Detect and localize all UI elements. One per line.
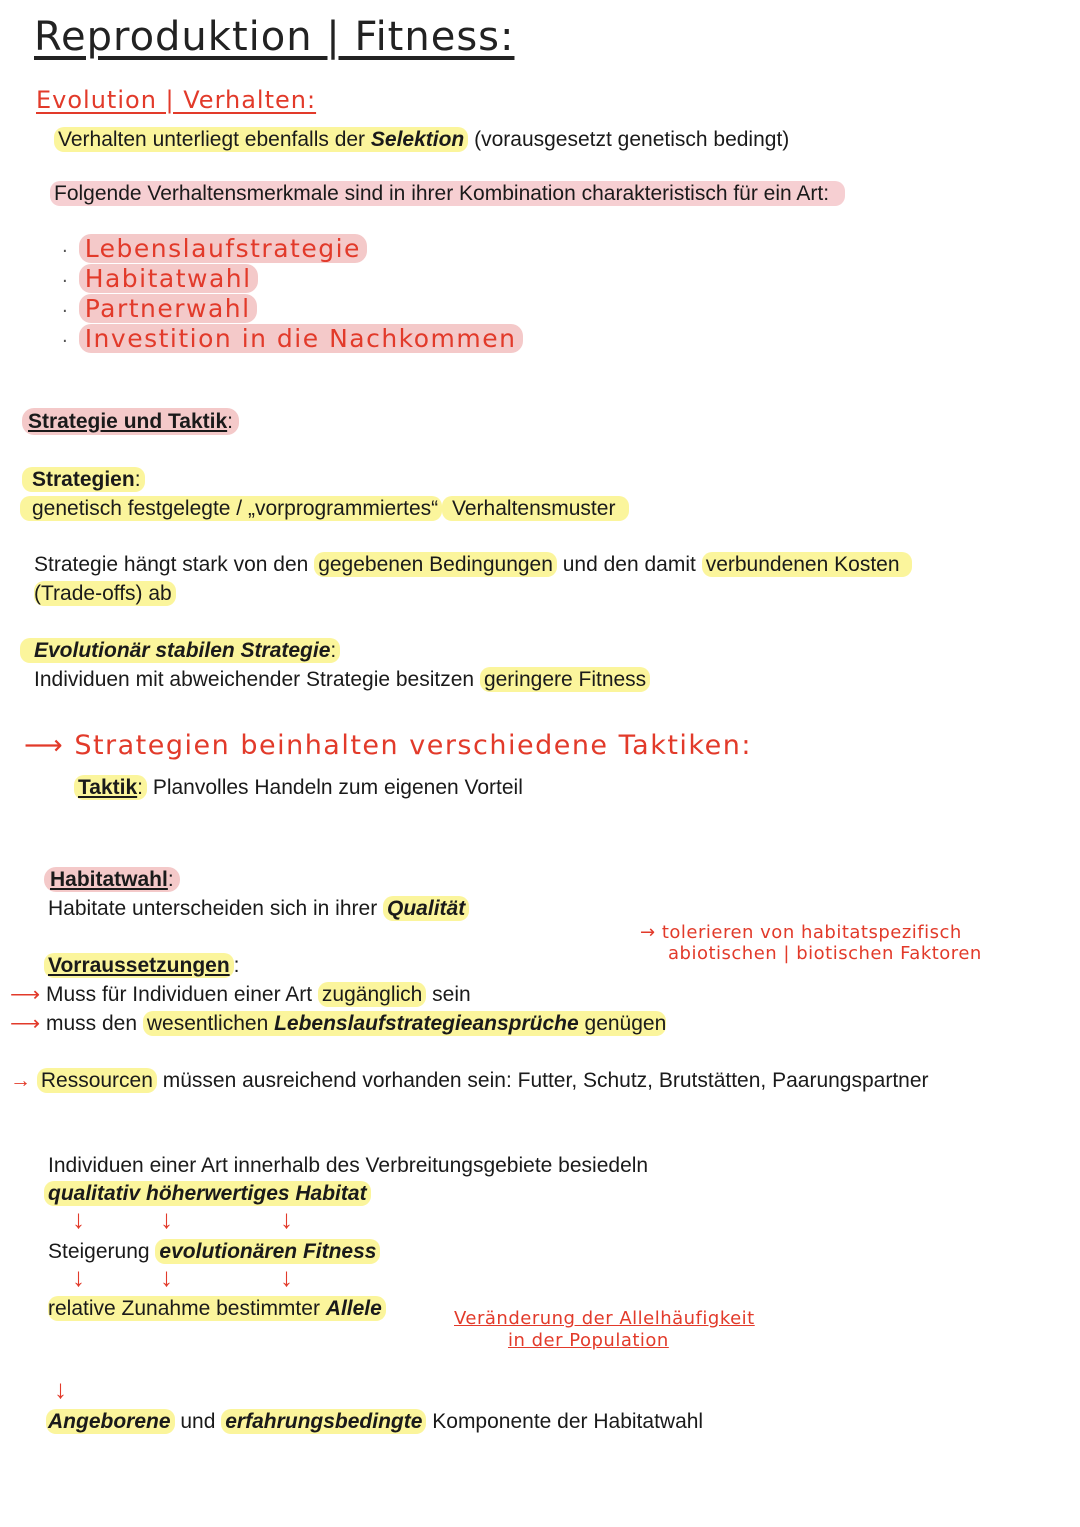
- habitat-heading-text: Habitatwahl: [50, 868, 168, 891]
- ess-text: [34, 667, 650, 693]
- strategies-desc-b: Verhaltensmuster: [442, 496, 629, 521]
- page-title: Reproduktion | Fitness:: [34, 14, 515, 60]
- trait-item: · Lebenslaufstrategie: [62, 234, 367, 263]
- final-b2: erfahrungsbedingte: [225, 1410, 423, 1433]
- req-item: [10, 1068, 929, 1094]
- selection-post: (vorausgesetzt genetisch bedingt): [468, 128, 790, 151]
- arrow-down-icon: ↓: [280, 1262, 293, 1292]
- arrow-down-icon: ↓: [54, 1374, 67, 1404]
- ess-heading-text: Evolutionär stabilen Strategie: [34, 639, 331, 662]
- tactic-label: Taktik: [78, 776, 138, 799]
- req-heading-text: Vorraussetzungen: [48, 954, 230, 977]
- strategy-heading: Strategie und Taktik:: [22, 409, 239, 435]
- habitat-text-bold: Qualität: [387, 897, 466, 920]
- req3-post: müssen ausreichend vorhanden sein: Futter, Schutz, Brutstätten, Paarungspartner: [156, 1069, 929, 1092]
- trait-label: Investition in die Nachkommen: [79, 324, 523, 353]
- final-mid: und: [174, 1410, 222, 1433]
- arrow-down-icon: ↓: [280, 1204, 293, 1234]
- cond-hl2: verbundenen Kosten: [702, 552, 912, 577]
- arrow-down-icon: ↓: [160, 1204, 173, 1234]
- strategies-heading-text: Strategien: [32, 468, 135, 491]
- selection-pre: Verhalten unterliegt ebenfalls der: [58, 128, 371, 151]
- req3-hl: Ressourcen: [37, 1068, 157, 1093]
- strategy-conditions: [34, 552, 912, 578]
- chain-line1: Individuen einer Art innerhalb des Verbreitungsgebiete besiedeln: [48, 1154, 649, 1177]
- tactics-note-text: Strategien beinhalten verschiedene Taktiken:: [74, 730, 752, 761]
- req2-hl: wesentlichen: [146, 1012, 275, 1035]
- habitat-heading: Habitatwahl:: [44, 867, 180, 893]
- selection-bold: Selektion: [370, 128, 465, 151]
- final-post: Komponente der Habitatwahl: [426, 1410, 704, 1433]
- habitat-side-note-2: abiotischen | biotischen Faktoren: [668, 943, 982, 964]
- trait-item: · Investition in die Nachkommen: [62, 324, 523, 353]
- req-item: [10, 1011, 666, 1037]
- strategies-desc-a: genetisch festgelegte / „vorprogrammiertes“: [20, 496, 442, 521]
- cond-hl1: gegebenen Bedingungen: [314, 552, 557, 577]
- chain-final: [46, 1409, 703, 1435]
- req1-post: sein: [426, 983, 471, 1006]
- chain-line2: [44, 1181, 371, 1207]
- arrow-down-icon: ↓: [72, 1262, 85, 1292]
- req-heading: Vorraussetzungen :: [44, 953, 240, 979]
- strategy-heading-text: Strategie und Taktik: [28, 410, 228, 433]
- ess-pre: Individuen mit abweichender Strategie besitzen: [34, 668, 480, 691]
- arrow-right-icon: ⟶: [10, 983, 41, 1006]
- trait-label: Habitatwahl: [79, 264, 258, 293]
- chain-line2-text: qualitativ höherwertiges Habitat: [48, 1182, 367, 1205]
- trait-item: · Partnerwahl: [62, 294, 257, 323]
- chain-line4-bold: Allele: [325, 1297, 382, 1320]
- arrow-down-icon: ↓: [72, 1204, 85, 1234]
- req2-post: genügen: [578, 1012, 667, 1035]
- chain-note-2: in der Population: [508, 1330, 669, 1351]
- arrow-right-icon: ⟶: [24, 730, 65, 761]
- tactic-line: Taktik: Planvolles Handeln zum eigenen Vorteil: [74, 775, 523, 801]
- arrow-right-icon: →: [10, 1069, 31, 1092]
- chain-line4-pre: relative Zunahme bestimmter: [48, 1297, 326, 1320]
- characteristic-text: Folgende Verhaltensmerkmale sind in ihrer Kombination charakteristisch für ein Art:: [50, 181, 845, 206]
- tactic-text: Planvolles Handeln zum eigenen Vorteil: [146, 776, 523, 799]
- trait-label: Lebenslaufstrategie: [79, 234, 367, 263]
- selection-line: [54, 127, 789, 153]
- evolution-heading: Evolution | Verhalten:: [36, 86, 317, 114]
- habitat-text-pre: Habitate unterscheiden sich in ihrer: [48, 897, 384, 920]
- chain-line4: [48, 1296, 386, 1322]
- chain-line3-pre: Steigerung: [48, 1240, 156, 1263]
- chain-note-1: Veränderung der Allelhäufigkeit: [454, 1308, 755, 1329]
- trait-item: · Habitatwahl: [62, 264, 258, 293]
- req2-pre: muss den: [45, 1012, 143, 1035]
- arrow-down-icon: ↓: [160, 1262, 173, 1292]
- ess-heading: Evolutionär stabilen Strategie:: [20, 638, 340, 664]
- cond-line2: (Trade-offs) ab: [34, 581, 176, 606]
- req-item: [10, 982, 471, 1008]
- arrow-right-icon: ⟶: [10, 1012, 41, 1035]
- cond-pre: Strategie hängt stark von den: [34, 553, 315, 576]
- side-note-1: tolerieren von habitatspezifisch: [661, 922, 962, 943]
- req1-hl: zugänglich: [318, 982, 426, 1007]
- habitat-side-note: [640, 922, 962, 943]
- strategy-conditions-2: [34, 581, 176, 607]
- habitat-text: [48, 896, 469, 922]
- req2-bold: Lebenslaufstrategieansprüche: [274, 1012, 579, 1035]
- tactics-note: [24, 730, 752, 761]
- req1-pre: Muss für Individuen einer Art: [45, 983, 318, 1006]
- trait-label: Partnerwahl: [79, 294, 257, 323]
- final-b1: Angeborene: [48, 1410, 171, 1433]
- ess-hl: geringere Fitness: [480, 667, 650, 692]
- chain-line3-bold: evolutionären Fitness: [159, 1240, 377, 1263]
- characteristic-line: [50, 181, 845, 207]
- strategies-heading: Strategien:: [22, 467, 145, 493]
- chain-line3: [48, 1239, 380, 1265]
- cond-mid: und den damit: [556, 553, 702, 576]
- arrow-right-icon: →: [640, 922, 656, 943]
- strategies-desc: [20, 496, 629, 522]
